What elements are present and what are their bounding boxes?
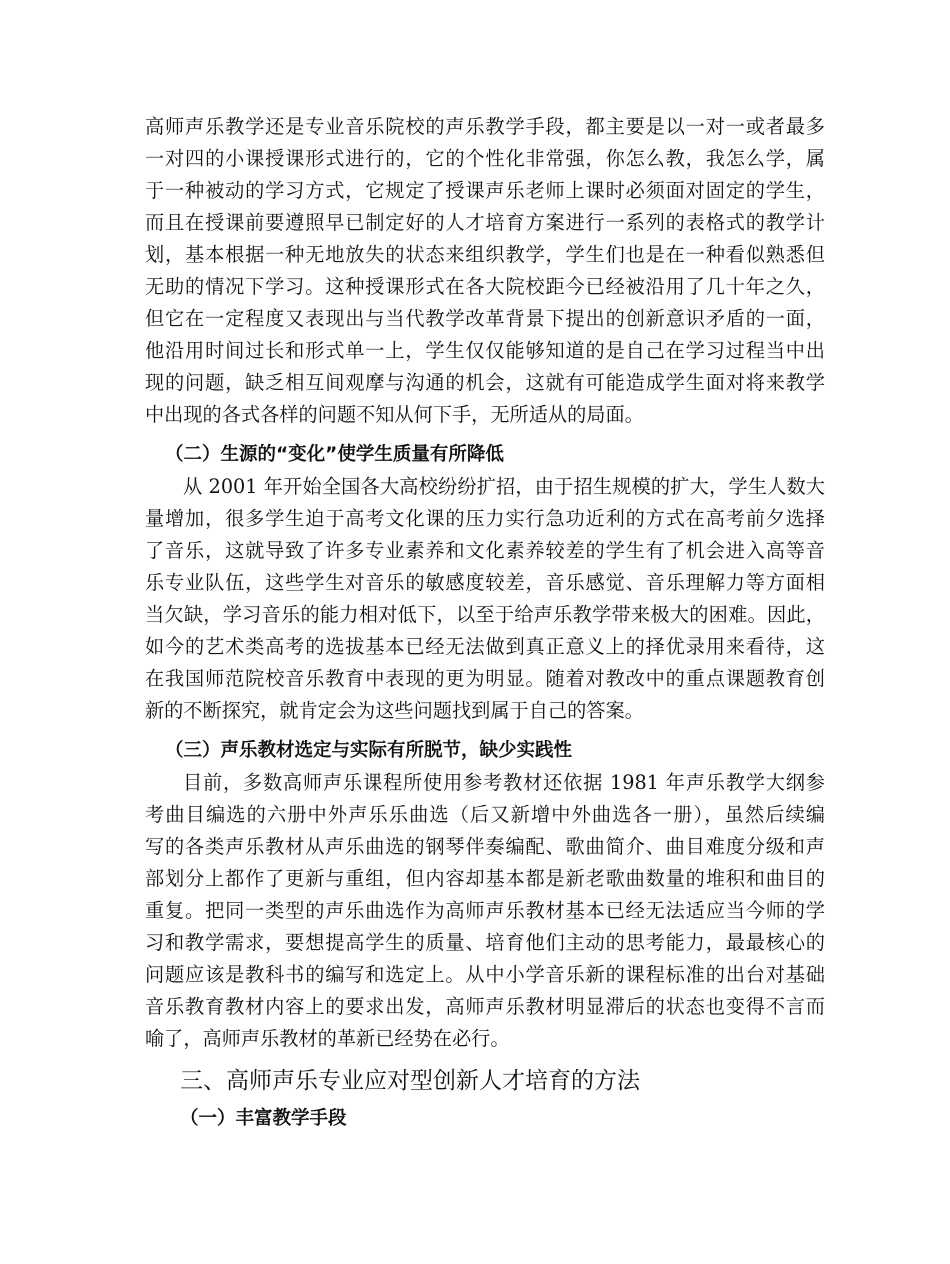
text-line: 问题应该是教科书的编写和选定上。从中小学音乐新的课程标准的出台对基础 [145, 963, 825, 986]
text-line: 了音乐，这就导致了许多专业素养和文化素养较差的学生有了机会进入高等音 [145, 539, 825, 562]
text-line: 现的问题，缺乏相互间观摩与沟通的机会，这就有可能造成学生面对将来教学 [145, 371, 825, 394]
section-heading-training-methods: 三、高师声乐专业应对型创新人才培育的方法 [180, 1068, 640, 1094]
paragraph-teaching-format [145, 111, 825, 431]
text-line: 从 2001 年开始全国各大高校纷纷扩招，由于招生规模的扩大，学生人数大 [183, 475, 825, 498]
text-line: 在我国师范院校音乐教育中表现的更为明显。随着对教改中的重点课题教育创 [145, 667, 825, 690]
text-line: 乐专业队伍，这些学生对音乐的敏感度较差，音乐感觉、音乐理解力等方面相 [145, 571, 825, 594]
text-line: 于一种被动的学习方式，它规定了授课声乐老师上课时必须面对固定的学生， [145, 179, 825, 202]
text-line: 习和教学需求，要想提高学生的质量、培育他们主动的思考能力，最最核心的 [145, 931, 825, 954]
text-line: 他沿用时间过长和形式单一上，学生仅仅能够知道的是自己在学习过程当中出 [145, 339, 825, 362]
text-line: 高师声乐教学还是专业音乐院校的声乐教学手段，都主要是以一对一或者最多 [145, 115, 825, 138]
text-line: 但它在一定程度又表现出与当代教学改革背景下提出的创新意识矛盾的一面， [145, 307, 825, 330]
text-line: 无助的情况下学习。这种授课形式在各大院校距今已经被沿用了几十年之久， [145, 275, 825, 298]
text-line: 新的不断探究，就肯定会为这些问题找到属于自己的答案。 [145, 699, 644, 722]
paragraph-enrollment-expansion [145, 471, 825, 727]
text-line: 考曲目编选的六册中外声乐乐曲选（后又新增中外曲选各一册），虽然后续编 [145, 803, 825, 826]
text-line: 划，基本根据一种无地放失的状态来组织教学，学生们也是在一种看似熟悉但 [145, 243, 825, 266]
text-line: 一对四的小课授课形式进行的，它的个性化非常强，你怎么教，我怎么学，属 [145, 147, 825, 170]
text-line: 目前，多数高师声乐课程所使用参考教材还依据 1981 年声乐教学大纲参 [183, 771, 825, 794]
text-line: 当欠缺，学习音乐的能力相对低下，以至于给声乐教学带来极大的困难。因此， [145, 603, 825, 626]
subheading-textbook-selection: （三）声乐教材选定与实际有所脱节，缺少实践性 [165, 740, 573, 761]
paragraph-textbook-status [145, 767, 825, 1055]
text-line: 中出现的各式各样的问题不知从何下手，无所适从的局面。 [145, 403, 644, 426]
text-line: 喻了，高师声乐教材的革新已经势在必行。 [145, 1027, 510, 1050]
text-line: 如今的艺术类高考的选拔基本已经无法做到真正意义上的择优录用来看待，这 [145, 635, 825, 658]
text-line: 而且在授课前要遵照早已制定好的人才培育方案进行一系列的表格式的教学计 [145, 211, 825, 234]
text-line: 写的各类声乐教材从声乐曲选的钢琴伴奏编配、歌曲简介、曲目难度分级和声 [145, 835, 825, 858]
text-line: 音乐教育教材内容上的要求出发，高师声乐教材明显滞后的状态也变得不言而 [145, 995, 825, 1018]
text-line: 量增加，很多学生迫于高考文化课的压力实行急功近利的方式在高考前夕选择 [145, 507, 825, 530]
subheading-student-source: （二）生源的“变化”使学生质量有所降低 [165, 444, 504, 465]
subheading-enrich-teaching: （一）丰富教学手段 [180, 1108, 347, 1129]
text-line: 重复。把同一类型的声乐曲选作为高师声乐教材基本已经无法适应当今师的学 [145, 899, 825, 922]
text-line: 部划分上都作了更新与重组，但内容却基本都是新老歌曲数量的堆积和曲目的 [145, 867, 825, 890]
